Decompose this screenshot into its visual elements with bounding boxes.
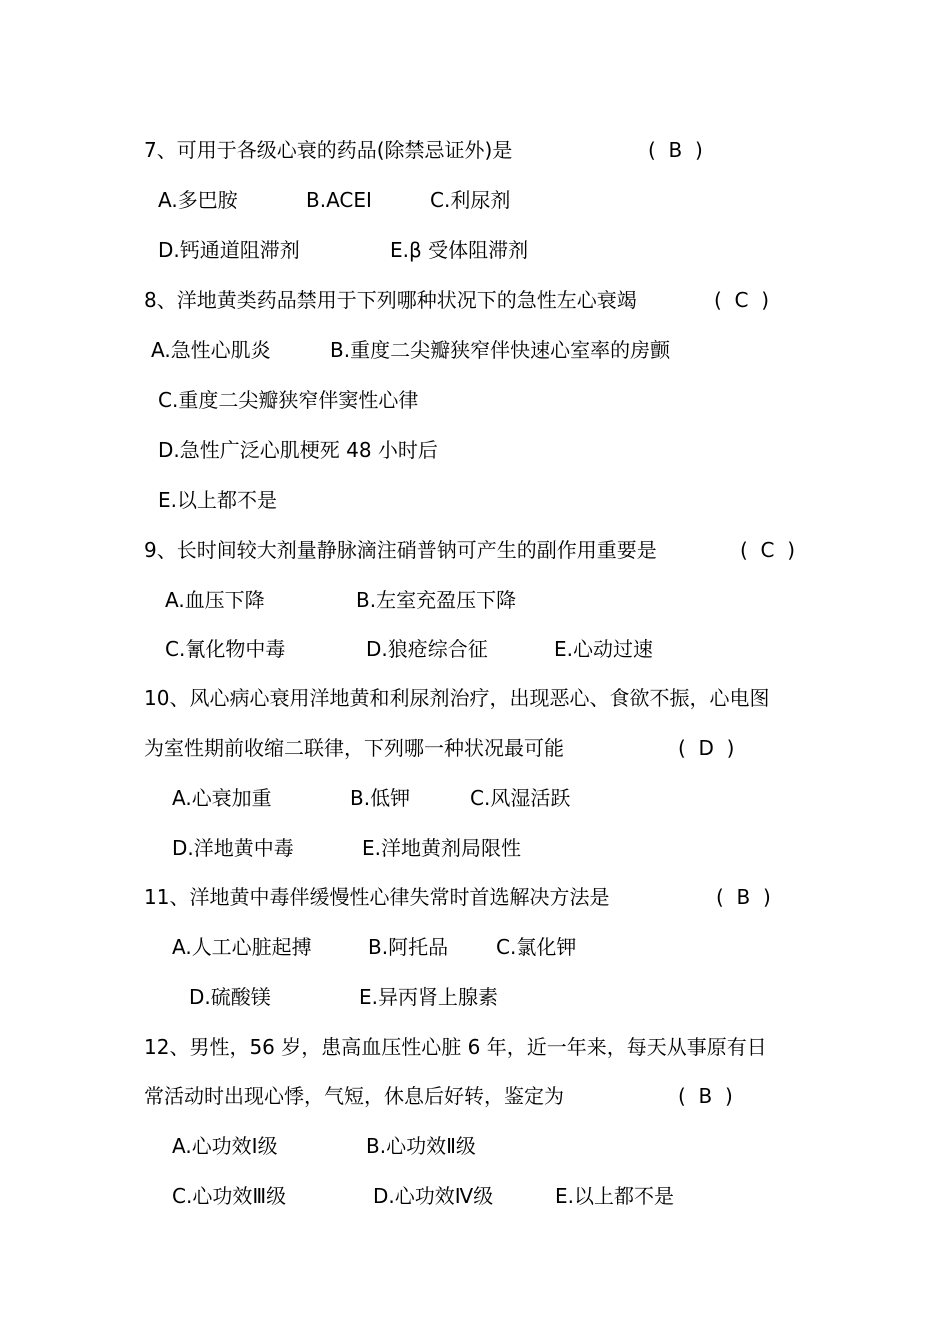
option-b: B.左室充盈压下降 [356, 588, 517, 612]
option-a: A.心衰加重 [172, 786, 272, 810]
option-b: B.阿托品 [368, 935, 449, 959]
option-a: A.多巴胺 [158, 188, 238, 212]
answer-key: ( C ) [714, 288, 769, 312]
question-stem: 7、可用于各级心衰的药品(除禁忌证外)是 [144, 138, 513, 162]
question-stem: 8、洋地黄类药品禁用于下列哪种状况下的急性左心衰竭 [144, 288, 637, 312]
option-c: C.氰化物中毒 [165, 637, 286, 661]
option-e: E.以上都不是 [555, 1184, 674, 1208]
option-e: E.心动过速 [554, 637, 653, 661]
option-c: C.心功效Ⅲ级 [172, 1184, 287, 1208]
answer-key: ( D ) [678, 736, 735, 760]
option-a: A.心功效Ⅰ级 [172, 1134, 278, 1158]
option-a: A.急性心肌炎 [151, 338, 271, 362]
option-e: E.洋地黄剂局限性 [362, 836, 521, 860]
option-d: D.急性广泛心肌梗死 48 小时后 [158, 438, 438, 462]
option-e: E.β 受体阻滞剂 [390, 238, 529, 262]
option-e: E.以上都不是 [158, 488, 277, 512]
option-b: B.重度二尖瓣狭窄伴快速心室率的房颤 [330, 338, 671, 362]
option-a: A.人工心脏起搏 [172, 935, 312, 959]
question-stem: 11、洋地黄中毒伴缓慢性心律失常时首选解决方法是 [144, 885, 610, 909]
question-stem: 10、风心病心衰用洋地黄和利尿剂治疗，出现恶心、食欲不振，心电图 [144, 686, 770, 710]
answer-key: ( B ) [648, 138, 703, 162]
question-stem-continued: 常活动时出现心悸，气短，休息后好转，鉴定为 [144, 1084, 564, 1108]
question-stem-continued: 为室性期前收缩二联律，下列哪一种状况最可能 [144, 736, 564, 760]
option-c: C.利尿剂 [430, 188, 511, 212]
option-d: D.硫酸镁 [189, 985, 271, 1009]
question-stem: 12、男性，56 岁，患高血压性心脏 6 年，近一年来，每天从事原有日 [144, 1035, 767, 1059]
option-a: A.血压下降 [165, 588, 265, 612]
option-c: C.风湿活跃 [470, 786, 571, 810]
option-b: B.心功效Ⅱ级 [366, 1134, 476, 1158]
option-c: C.氯化钾 [496, 935, 577, 959]
question-stem: 9、长时间较大剂量静脉滴注硝普钠可产生的副作用重要是 [144, 538, 657, 562]
option-e: E.异丙肾上腺素 [359, 985, 498, 1009]
option-d: D.狼疮综合征 [366, 637, 488, 661]
option-d: D.钙通道阻滞剂 [158, 238, 300, 262]
option-d: D.心功效Ⅳ级 [373, 1184, 494, 1208]
answer-key: ( B ) [716, 885, 771, 909]
answer-key: ( B ) [678, 1084, 733, 1108]
option-b: B.低钾 [350, 786, 411, 810]
option-d: D.洋地黄中毒 [172, 836, 294, 860]
option-c: C.重度二尖瓣狭窄伴窦性心律 [158, 388, 419, 412]
answer-key: ( C ) [740, 538, 795, 562]
option-b: B.ACEI [306, 188, 372, 212]
